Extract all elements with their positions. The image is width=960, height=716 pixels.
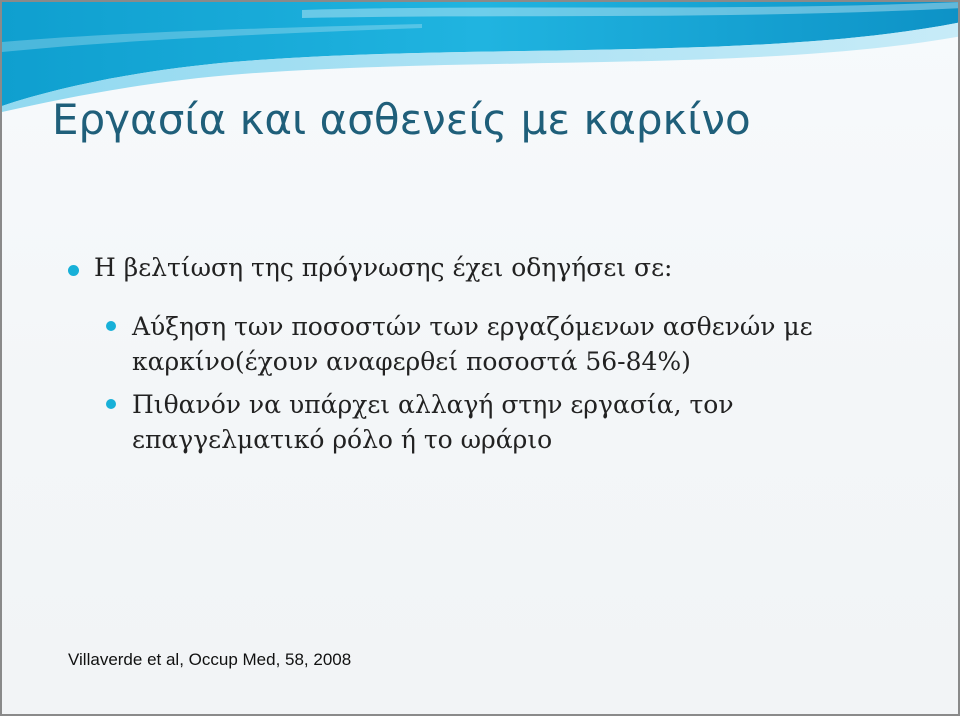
sub-bullet-text: Αύξηση των ποσοστών των εργαζόμενων ασθενών με καρκίνο(έχουν αναφερθεί ποσοστά 56-84%): [132, 312, 813, 377]
citation-text: Villaverde et al, Occup Med, 58, 2008: [68, 650, 352, 669]
bullet-dot-icon: [106, 399, 116, 409]
bullet-level2: [102, 387, 922, 457]
bullet-dot-icon: [106, 321, 116, 331]
slide-title: Εργασία και ασθενείς με καρκίνο: [52, 95, 751, 144]
bullet-level2: [102, 309, 922, 379]
bullet-level1: [62, 252, 922, 283]
sub-bullet-text: Πιθανόν να υπάρχει αλλαγή στην εργασία, τον επαγγελματικό ρόλο ή το ωράριο: [132, 390, 734, 455]
bullet-dot-icon: [68, 265, 79, 276]
bullet-list: [62, 252, 922, 465]
bullet-text: Η βελτίωση της πρόγνωσης έχει οδηγήσει σε:: [94, 253, 673, 282]
